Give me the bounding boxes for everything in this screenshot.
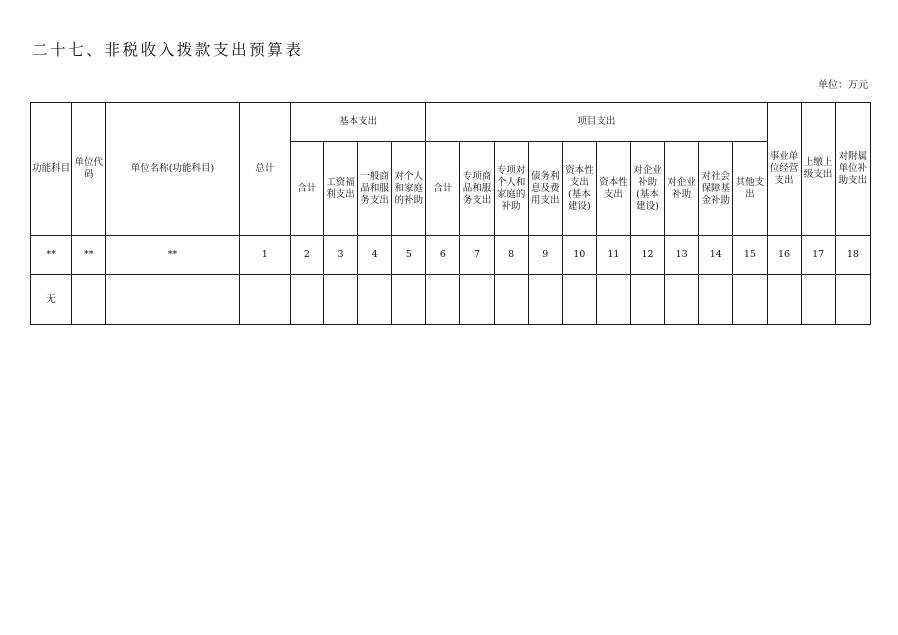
index-cell: ** bbox=[72, 236, 106, 275]
index-cell: 2 bbox=[290, 236, 323, 275]
data-cell bbox=[72, 275, 106, 325]
header-project-col: 资本性支出(基本建设) bbox=[562, 142, 596, 236]
data-cell bbox=[358, 275, 392, 325]
header-project-col: 专项商品和服务支出 bbox=[460, 142, 494, 236]
header-project-col: 其他支出 bbox=[733, 142, 767, 236]
data-cell bbox=[323, 275, 357, 325]
index-cell: 7 bbox=[460, 236, 494, 275]
index-cell: 18 bbox=[835, 236, 870, 275]
index-cell: 14 bbox=[699, 236, 733, 275]
header-total: 总计 bbox=[239, 103, 290, 236]
data-cell bbox=[426, 275, 460, 325]
header-basic-col: 合计 bbox=[290, 142, 323, 236]
index-cell: 6 bbox=[426, 236, 460, 275]
index-cell: 13 bbox=[665, 236, 699, 275]
index-cell: 4 bbox=[358, 236, 392, 275]
header-project-col: 对社会保障基金补助 bbox=[699, 142, 733, 236]
header-unit-name: 单位名称(功能科目) bbox=[106, 103, 239, 236]
data-cell bbox=[835, 275, 870, 325]
header-affiliate-subsidy: 对附属单位补助支出 bbox=[835, 103, 870, 236]
data-cell bbox=[733, 275, 767, 325]
data-cell bbox=[528, 275, 562, 325]
header-project-col: 对企业补助(基本建设) bbox=[630, 142, 664, 236]
data-cell-func-subject: 无 bbox=[31, 275, 72, 325]
header-project-col: 专项对个人和家庭的补助 bbox=[494, 142, 528, 236]
data-cell bbox=[494, 275, 528, 325]
data-cell bbox=[290, 275, 323, 325]
data-cell bbox=[596, 275, 630, 325]
index-cell: 8 bbox=[494, 236, 528, 275]
header-project-col: 合计 bbox=[426, 142, 460, 236]
header-unit-code: 单位代码 bbox=[72, 103, 106, 236]
data-cell bbox=[801, 275, 835, 325]
index-cell: 3 bbox=[323, 236, 357, 275]
header-basic-col: 对个人和家庭的补助 bbox=[392, 142, 426, 236]
unit-label: 单位：万元 bbox=[818, 80, 868, 91]
data-cell bbox=[392, 275, 426, 325]
index-cell: ** bbox=[31, 236, 72, 275]
data-cell bbox=[699, 275, 733, 325]
data-cell bbox=[460, 275, 494, 325]
data-cell bbox=[630, 275, 664, 325]
budget-table bbox=[30, 102, 871, 325]
header-enterprise-op: 事业单位经营支出 bbox=[767, 103, 801, 236]
index-cell: 11 bbox=[596, 236, 630, 275]
index-cell: 15 bbox=[733, 236, 767, 275]
header-project-col: 资本性支出 bbox=[596, 142, 630, 236]
data-cell bbox=[767, 275, 801, 325]
header-basic-col: 一般商品和服务支出 bbox=[358, 142, 392, 236]
data-cell bbox=[239, 275, 290, 325]
table-row bbox=[31, 275, 871, 325]
header-project-group: 项目支出 bbox=[426, 103, 767, 142]
header-project-col: 对企业补助 bbox=[665, 142, 699, 236]
index-cell: 12 bbox=[630, 236, 664, 275]
index-cell: 1 bbox=[239, 236, 290, 275]
index-cell: 16 bbox=[767, 236, 801, 275]
data-cell bbox=[106, 275, 239, 325]
header-upper-pay: 上缴上级支出 bbox=[801, 103, 835, 236]
header-project-col: 债务利息及费用支出 bbox=[528, 142, 562, 236]
index-cell: 10 bbox=[562, 236, 596, 275]
header-basic-group: 基本支出 bbox=[290, 103, 425, 142]
data-cell bbox=[562, 275, 596, 325]
index-cell: 17 bbox=[801, 236, 835, 275]
index-cell: 5 bbox=[392, 236, 426, 275]
header-basic-col: 工资福利支出 bbox=[323, 142, 357, 236]
header-func-subject: 功能科目 bbox=[31, 103, 72, 236]
index-cell: 9 bbox=[528, 236, 562, 275]
page-title: 二十七、非税收入拨款支出预算表 bbox=[32, 41, 304, 59]
table-row bbox=[31, 236, 871, 275]
index-cell: ** bbox=[106, 236, 239, 275]
data-cell bbox=[665, 275, 699, 325]
